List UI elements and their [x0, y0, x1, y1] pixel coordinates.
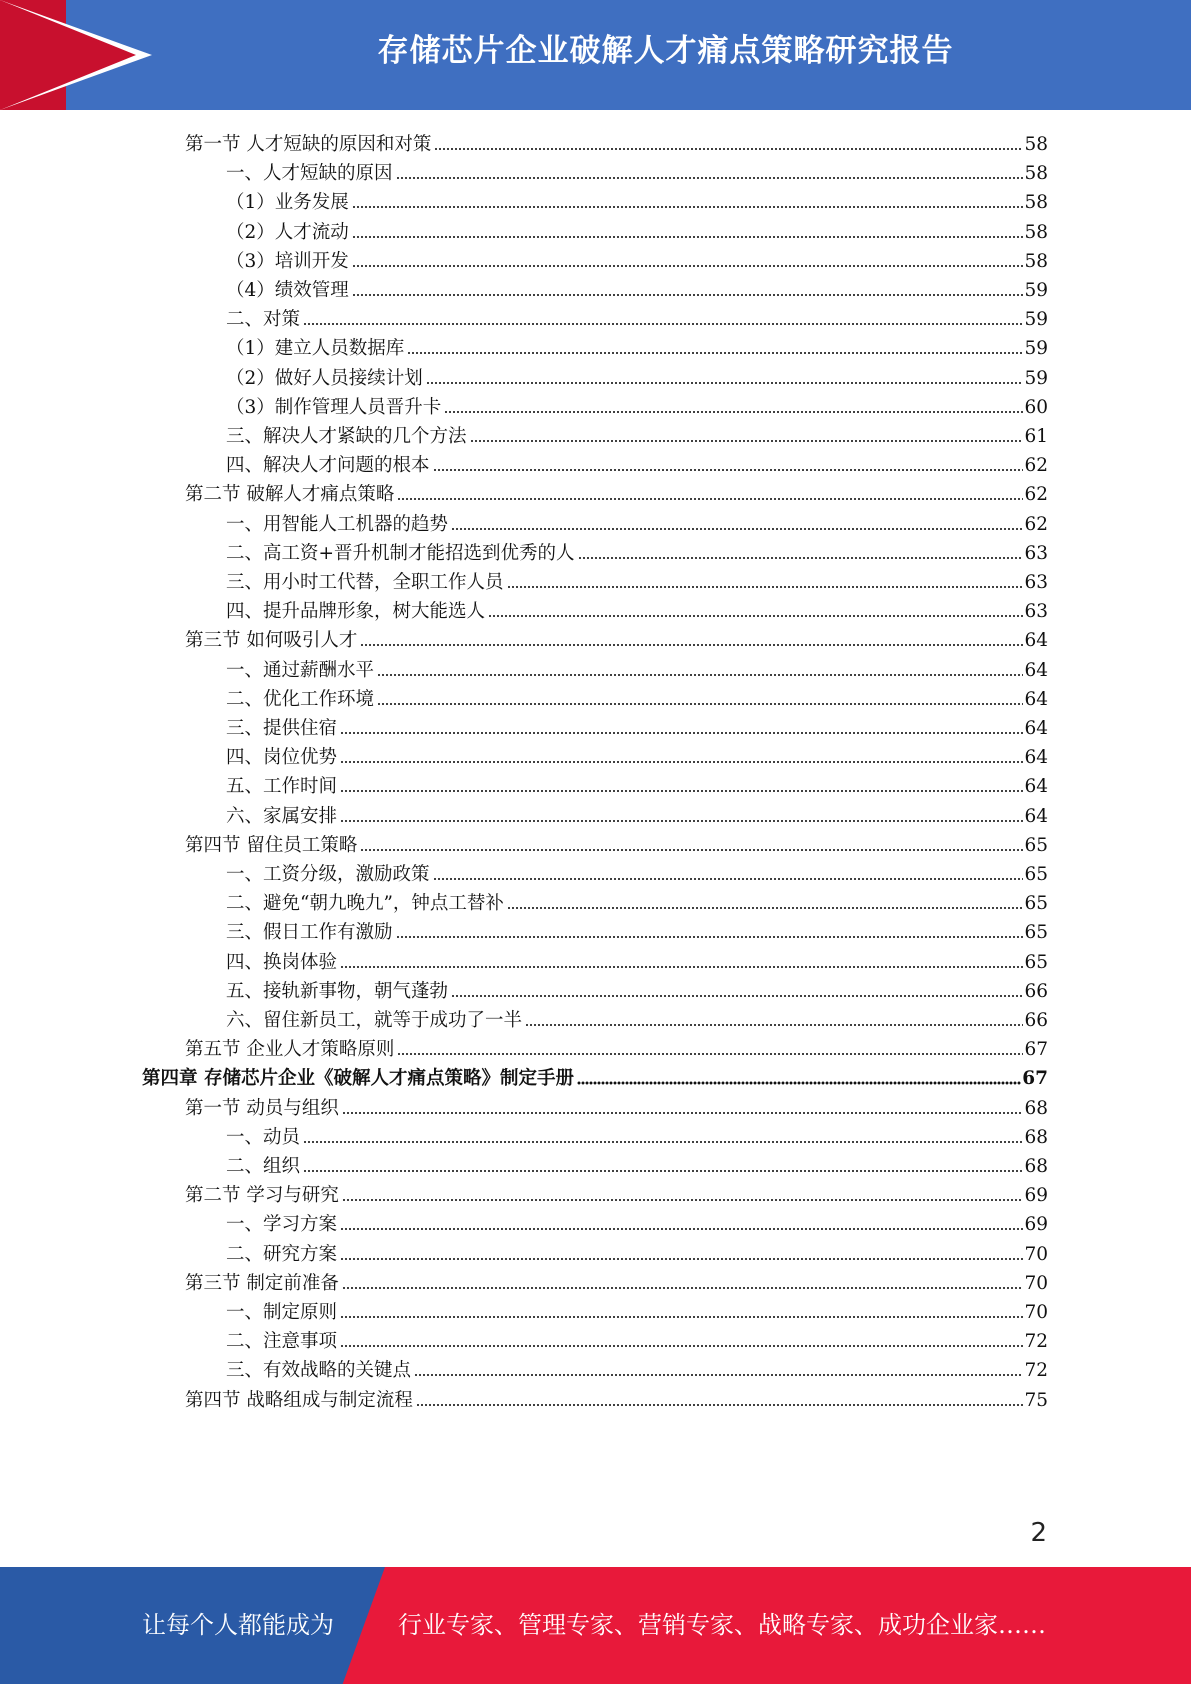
- toc-entry[interactable]: [226, 1353, 1048, 1383]
- toc-dot-leader: [451, 994, 1023, 998]
- toc-entry-page: 75: [1024, 1389, 1048, 1411]
- toc-entry[interactable]: [142, 1061, 1048, 1091]
- toc-entry-title: 第四节 留住员工策略: [185, 834, 358, 856]
- toc-entry-page: 67: [1022, 1068, 1048, 1090]
- toc-entry-title: 一、学习方案: [226, 1214, 338, 1236]
- toc-dot-leader: [303, 1169, 1023, 1173]
- toc-entry[interactable]: [185, 828, 1048, 858]
- toc-dot-leader: [397, 497, 1023, 501]
- toc-entry-page: 69: [1024, 1185, 1048, 1207]
- toc-dot-leader: [340, 1227, 1023, 1231]
- toc-entry[interactable]: [226, 215, 1048, 245]
- toc-entry-page: 64: [1024, 718, 1048, 739]
- toc-dot-leader: [352, 205, 1024, 209]
- toc-entry-title: 第三节 如何吸引人才: [185, 630, 358, 652]
- toc-dot-leader: [488, 614, 1023, 618]
- toc-entry-page: 58: [1024, 134, 1048, 155]
- toc-dot-leader: [360, 848, 1023, 852]
- toc-entry[interactable]: [226, 711, 1048, 741]
- toc-entry-title: 二、对策: [226, 309, 301, 331]
- toc-entry-title: 第四章 存储芯片企业《破解人才痛点策略》制定手册: [142, 1068, 574, 1090]
- toc-entry-page: 62: [1024, 484, 1048, 506]
- toc-entry[interactable]: [226, 974, 1048, 1004]
- toc-entry-title: 六、留住新员工，就等于成功了一半: [226, 1010, 523, 1031]
- toc-entry-title: （3）培训开发: [226, 250, 349, 272]
- toc-entry[interactable]: [185, 1091, 1048, 1121]
- toc-entry-title: 五、接轨新事物，朝气蓬勃: [226, 980, 449, 1002]
- toc-entry-title: 第一节 人才短缺的原因和对策: [185, 134, 432, 155]
- toc-entry-title: 一、通过薪酬水平: [226, 659, 375, 681]
- footer-slogan-right: 行业专家、管理专家、营销专家、战略专家、成功企业家……: [398, 1611, 1046, 1639]
- toc-entry-page: 64: [1024, 805, 1048, 827]
- toc-entry[interactable]: [226, 302, 1048, 332]
- toc-entry-title: 第三节 制定前准备: [185, 1272, 339, 1294]
- toc-entry[interactable]: [226, 594, 1048, 624]
- toc-entry-title: 一、动员: [226, 1126, 301, 1148]
- toc-entry-page: 64: [1024, 659, 1048, 681]
- toc-entry[interactable]: [226, 536, 1048, 566]
- toc-entry-page: 63: [1024, 572, 1048, 593]
- toc-entry-page: 59: [1024, 367, 1048, 389]
- toc-dot-leader: [577, 1081, 1021, 1085]
- toc-entry-page: 64: [1024, 747, 1048, 769]
- toc-entry-page: 69: [1024, 1214, 1048, 1236]
- toc-entry[interactable]: [226, 886, 1048, 916]
- toc-entry-title: 三、假日工作有激励: [226, 922, 393, 944]
- toc-entry-page: 66: [1024, 980, 1048, 1002]
- toc-entry-title: 二、高工资+晋升机制才能招选到优秀的人: [226, 542, 575, 564]
- toc-entry-title: 三、提供住宿: [226, 718, 338, 739]
- toc-entry[interactable]: [226, 653, 1048, 683]
- toc-entry-page: 67: [1024, 1039, 1048, 1061]
- toc-entry[interactable]: [226, 390, 1048, 420]
- toc-dot-leader: [414, 1373, 1023, 1377]
- toc-entry-title: 二、优化工作环境: [226, 688, 375, 710]
- toc-entry-page: 65: [1024, 893, 1048, 915]
- toc-entry-title: 四、提升品牌形象，树大能选人: [226, 601, 486, 623]
- toc-entry-title: 三、解决人才紧缺的几个方法: [226, 426, 467, 447]
- toc-entry-page: 60: [1024, 396, 1048, 418]
- toc-dot-leader: [416, 1403, 1024, 1407]
- toc-entry[interactable]: [226, 682, 1048, 712]
- toc-entry-title: 第二节 学习与研究: [185, 1185, 339, 1207]
- toc-entry-page: 64: [1024, 630, 1048, 652]
- toc-entry-title: 一、工资分级，激励政策: [226, 864, 430, 885]
- toc-entry-title: 二、组织: [226, 1156, 301, 1177]
- toc-entry-page: 72: [1024, 1360, 1048, 1382]
- toc-dot-leader: [360, 643, 1023, 647]
- report-header: [0, 0, 1191, 110]
- toc-entry-title: 一、人才短缺的原因: [226, 163, 393, 185]
- toc-entry-page: 65: [1024, 864, 1048, 885]
- toc-entry-page: 68: [1024, 1097, 1048, 1119]
- toc-entry-title: 一、制定原则: [226, 1302, 338, 1323]
- toc-dot-leader: [470, 439, 1024, 443]
- toc-entry[interactable]: [226, 448, 1048, 478]
- toc-entry-page: 65: [1024, 834, 1048, 856]
- toc-entry[interactable]: [226, 1003, 1048, 1033]
- toc-entry-title: （1）建立人员数据库: [226, 338, 405, 360]
- toc-entry-page: 58: [1024, 250, 1048, 272]
- toc-entry-page: 58: [1024, 192, 1048, 214]
- toc-entry[interactable]: [226, 769, 1048, 799]
- toc-entry[interactable]: [226, 244, 1048, 274]
- toc-dot-leader: [340, 1315, 1023, 1319]
- toc-dot-leader: [377, 702, 1023, 706]
- toc-dot-leader: [578, 556, 1024, 560]
- header-chevron-red: [0, 0, 136, 110]
- toc-entry[interactable]: [226, 945, 1048, 975]
- toc-entry-page: 59: [1024, 338, 1048, 360]
- toc-entry[interactable]: [185, 1266, 1048, 1296]
- toc-dot-leader: [340, 965, 1023, 969]
- toc-dot-leader: [340, 1344, 1023, 1348]
- toc-entry[interactable]: [226, 361, 1048, 391]
- toc-entry-title: （2）人才流动: [226, 221, 349, 243]
- footer-banner: [0, 1567, 1191, 1684]
- toc-entry-title: （2）做好人员接续计划: [226, 367, 423, 389]
- toc-entry[interactable]: [226, 1324, 1048, 1354]
- toc-dot-leader: [377, 673, 1023, 677]
- toc-entry-page: 65: [1024, 922, 1048, 944]
- toc-entry-title: 二、避免“朝九晚九”，钟点工替补: [226, 893, 504, 915]
- toc-entry-page: 70: [1024, 1302, 1048, 1323]
- footer-slogan-left: 让每个人都能成为: [142, 1611, 334, 1639]
- toc-entry-page: 68: [1024, 1156, 1048, 1177]
- toc-entry-title: 第二节 破解人才痛点策略: [185, 484, 395, 506]
- toc-dot-leader: [340, 789, 1023, 793]
- toc-entry[interactable]: [226, 1295, 1048, 1325]
- toc-entry-page: 63: [1024, 542, 1048, 564]
- toc-dot-leader: [352, 293, 1024, 297]
- toc-entry[interactable]: [226, 1207, 1048, 1237]
- toc-entry[interactable]: [185, 477, 1048, 507]
- toc-entry[interactable]: [226, 915, 1048, 945]
- toc-dot-leader: [340, 1257, 1023, 1261]
- page-number: 2: [1030, 1518, 1047, 1548]
- toc-entry-page: 70: [1024, 1243, 1048, 1265]
- toc-entry[interactable]: [226, 857, 1048, 887]
- toc-entry-title: 六、家属安排: [226, 805, 338, 827]
- toc-entry[interactable]: [226, 331, 1048, 361]
- toc-entry[interactable]: [226, 799, 1048, 829]
- toc-entry-page: 61: [1024, 426, 1048, 447]
- toc-entry[interactable]: [226, 1237, 1048, 1267]
- toc-entry-title: 一、用智能人工机器的趋势: [226, 513, 449, 535]
- toc-entry[interactable]: [185, 127, 1048, 157]
- report-title: 存储芯片企业破解人才痛点策略研究报告: [377, 33, 954, 69]
- toc-entry-title: 五、工作时间: [226, 776, 338, 798]
- toc-dot-leader: [342, 1286, 1024, 1290]
- toc-entry[interactable]: [226, 156, 1048, 186]
- toc-dot-leader: [396, 935, 1024, 939]
- toc-entry[interactable]: [185, 1032, 1048, 1062]
- toc-entry-page: 66: [1024, 1010, 1048, 1031]
- toc-entry-page: 62: [1024, 455, 1048, 477]
- toc-entry-title: 二、研究方案: [226, 1243, 338, 1265]
- toc-entry-title: 第四节 战略组成与制定流程: [185, 1389, 413, 1411]
- toc-dot-leader: [434, 147, 1023, 151]
- toc-entry-title: 二、注意事项: [226, 1331, 338, 1353]
- toc-entry[interactable]: [185, 1178, 1048, 1208]
- toc-dot-leader: [433, 468, 1024, 472]
- toc-entry-title: 第五节 企业人才策略原则: [185, 1039, 395, 1061]
- toc-entry[interactable]: [226, 507, 1048, 537]
- toc-entry-title: 三、用小时工代替，全职工作人员: [226, 572, 504, 593]
- toc-dot-leader: [352, 235, 1024, 239]
- toc-entry-page: 64: [1024, 776, 1048, 798]
- toc-dot-leader: [340, 760, 1023, 764]
- toc-entry[interactable]: [226, 185, 1048, 215]
- toc-entry[interactable]: [185, 623, 1048, 653]
- toc-entry-page: 63: [1024, 601, 1048, 623]
- toc-dot-leader: [433, 877, 1024, 881]
- toc-entry-title: （3）制作管理人员晋升卡: [226, 396, 442, 418]
- toc-entry[interactable]: [226, 1120, 1048, 1150]
- toc-entry-page: 59: [1024, 309, 1048, 331]
- toc-entry-page: 72: [1024, 1331, 1048, 1353]
- toc-entry-title: 三、有效战略的关键点: [226, 1360, 412, 1382]
- toc-dot-leader: [426, 381, 1024, 385]
- toc-entry-page: 58: [1024, 163, 1048, 185]
- toc-dot-leader: [340, 731, 1023, 735]
- toc-entry-title: （1）业务发展: [226, 192, 349, 214]
- toc-dot-leader: [396, 176, 1024, 180]
- toc-entry-page: 59: [1024, 280, 1048, 301]
- toc-dot-leader: [342, 1111, 1024, 1115]
- toc-dot-leader: [507, 585, 1024, 589]
- toc-entry[interactable]: [185, 1383, 1048, 1413]
- toc-entry-page: 62: [1024, 513, 1048, 535]
- toc-entry[interactable]: [226, 419, 1048, 449]
- toc-entry[interactable]: [226, 1149, 1048, 1179]
- toc-dot-leader: [340, 819, 1023, 823]
- toc-entry-page: 58: [1024, 221, 1048, 243]
- toc-dot-leader: [397, 1052, 1023, 1056]
- toc-dot-leader: [507, 906, 1024, 910]
- toc-entry-page: 70: [1024, 1272, 1048, 1294]
- toc-dot-leader: [525, 1023, 1023, 1027]
- toc-entry-title: 第一节 动员与组织: [185, 1097, 339, 1119]
- toc-dot-leader: [444, 410, 1023, 414]
- toc-dot-leader: [451, 527, 1023, 531]
- toc-entry-title: 四、岗位优势: [226, 747, 338, 769]
- toc-entry-page: 68: [1024, 1126, 1048, 1148]
- toc-dot-leader: [303, 322, 1023, 326]
- toc-entry[interactable]: [226, 740, 1048, 770]
- toc-dot-leader: [407, 351, 1023, 355]
- toc-entry-page: 64: [1024, 688, 1048, 710]
- toc-entry-title: 四、解决人才问题的根本: [226, 455, 430, 477]
- toc-entry[interactable]: [226, 565, 1048, 595]
- toc-dot-leader: [303, 1140, 1023, 1144]
- toc-entry[interactable]: [226, 273, 1048, 303]
- toc-entry-title: 四、换岗体验: [226, 951, 338, 973]
- toc-dot-leader: [342, 1198, 1024, 1202]
- toc-entry-title: （4）绩效管理: [226, 280, 349, 301]
- toc-dot-leader: [352, 264, 1024, 268]
- toc-entry-page: 65: [1024, 951, 1048, 973]
